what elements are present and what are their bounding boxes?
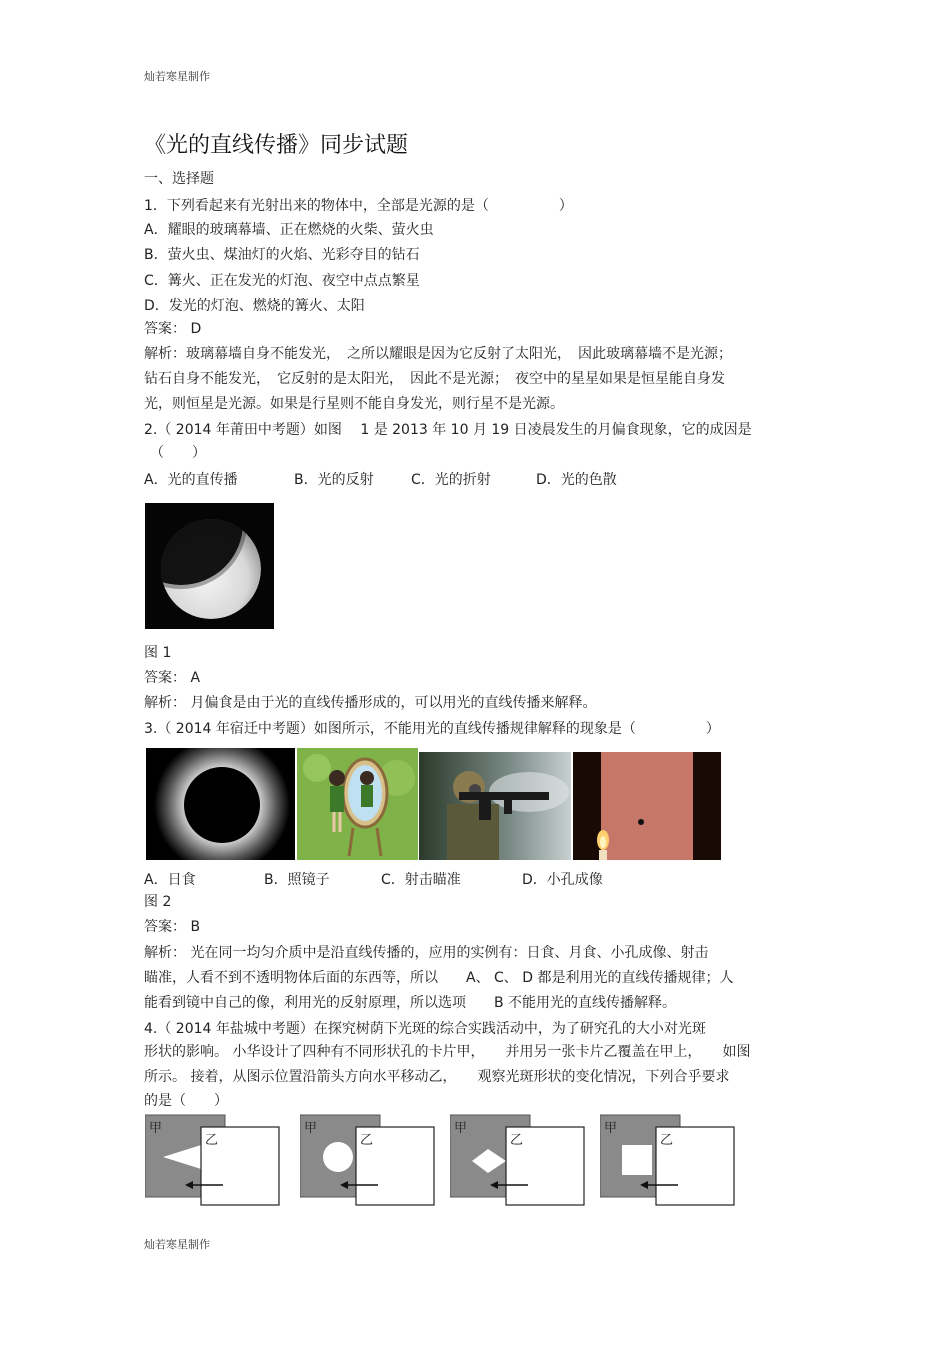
card-label-jia: 甲 [454,1121,468,1136]
card-label-jia: 甲 [304,1121,318,1136]
q3-option-d: D．小孔成像 [522,872,603,888]
q3-option-c: C．射击瞄准 [381,872,461,888]
card-figure-3 [450,1113,588,1212]
footer-maker: 灿若寒星制作 [144,1238,210,1251]
figure1-caption: 图 1 [144,645,172,661]
pinhole-image [573,752,721,864]
card-label-yi: 乙 [360,1133,374,1148]
card-label-yi: 乙 [660,1133,674,1148]
q4-stem-line3: 所示。 接着，从图示位置沿箭头方向水平移动乙， 观察光斑形状的变化情况，下列合乎要求 [144,1069,730,1085]
q3-answer: 答案： B [144,919,201,935]
section-heading: 一、选择题 [144,171,214,187]
q1-analysis-line2: 钻石自身不能发光， 它反射的是太阳光， 因此不是光源； 夜空中的星星如果是恒星能自身发 [144,371,725,387]
q2-stem-line2: （ ） [150,445,206,461]
card-label-yi: 乙 [205,1133,219,1148]
q1-option-d: D．发光的灯泡、燃烧的篝火、太阳 [144,298,365,314]
q2-stem-line1: 2.（ 2014 年莆田中考题）如图 1 是 2013 年 10 月 19 日凌晨发生的月偏食现象，它的成因是 [144,422,752,438]
q4-stem-line4: 的是（ ） [144,1093,228,1109]
q3-analysis-line2: 瞄准，人看不到不透明物体后面的东西等，所以 A、 C、 D 都是利用光的直线传播规律；人 [144,970,734,986]
q1-option-c: C．篝火、正在发光的灯泡、夜空中点点繁星 [144,273,420,289]
q1-option-a: A．耀眼的玻璃幕墙、正在燃烧的火柴、萤火虫 [144,222,434,238]
q3-option-b: B．照镜子 [264,872,330,888]
q1-answer: 答案： D [144,321,202,337]
q4-stem-line2: 形状的影响。 小华设计了四种有不同形状孔的卡片甲， 并用另一张卡片乙覆盖在甲上， 如图 [144,1044,751,1060]
lunar-eclipse-image [145,503,274,633]
card-label-jia: 甲 [604,1121,618,1136]
q2-answer: 答案： A [144,670,201,686]
q1-option-b: B．萤火虫、煤油灯的火焰、光彩夺目的钻石 [144,247,420,263]
square-hole [622,1145,652,1175]
card-figure-2 [300,1113,438,1212]
card-figure-4 [600,1113,738,1212]
figure2-caption: 图 2 [144,894,172,910]
q2-option-a: A．光的直传播 [144,472,238,488]
q1-analysis-line3: 光，则恒星是光源。如果是行星则不能自身发光，则行星不是光源。 [144,396,564,412]
q1-analysis-line1: 解析：玻璃幕墙自身不能发光， 之所以耀眼是因为它反射了太阳光， 因此玻璃幕墙不是光源； [144,346,732,362]
circle-hole [323,1142,353,1172]
q2-option-c: C．光的折射 [411,472,491,488]
header-maker: 灿若寒星制作 [144,70,210,83]
q4-stem-line1: 4.（ 2014 年盐城中考题）在探究树荫下光斑的综合实践活动中，为了研究孔的大小对光斑 [144,1021,706,1037]
q3-analysis-line1: 解析： 光在同一均匀介质中是沿直线传播的，应用的实例有：日食、月食、小孔成像、射击 [144,945,709,961]
q2-analysis: 解析： 月偏食是由于光的直线传播形成的，可以用光的直线传播来解释。 [144,695,597,711]
page-title: 《光的直线传播》同步试题 [144,133,409,158]
shooting-aim-image [419,752,571,864]
card-label-yi: 乙 [510,1133,524,1148]
q1-stem: 1．下列看起来有光射出来的物体中，全部是光源的是（ ） [144,198,573,214]
card-label-jia: 甲 [149,1121,163,1136]
mirror-image [297,748,418,864]
q2-option-d: D．光的色散 [536,472,617,488]
solar-eclipse-image [146,748,295,864]
q3-analysis-line3: 能看到镜中自己的像，利用光的反射原理，所以选项 B 不能用光的直线传播解释。 [144,995,677,1011]
q3-stem: 3.（ 2014 年宿迁中考题）如图所示，不能用光的直线传播规律解释的现象是（ ） [144,721,720,737]
q3-option-a: A．日食 [144,872,196,888]
card-figure-1 [145,1113,283,1212]
q2-option-b: B．光的反射 [294,472,374,488]
